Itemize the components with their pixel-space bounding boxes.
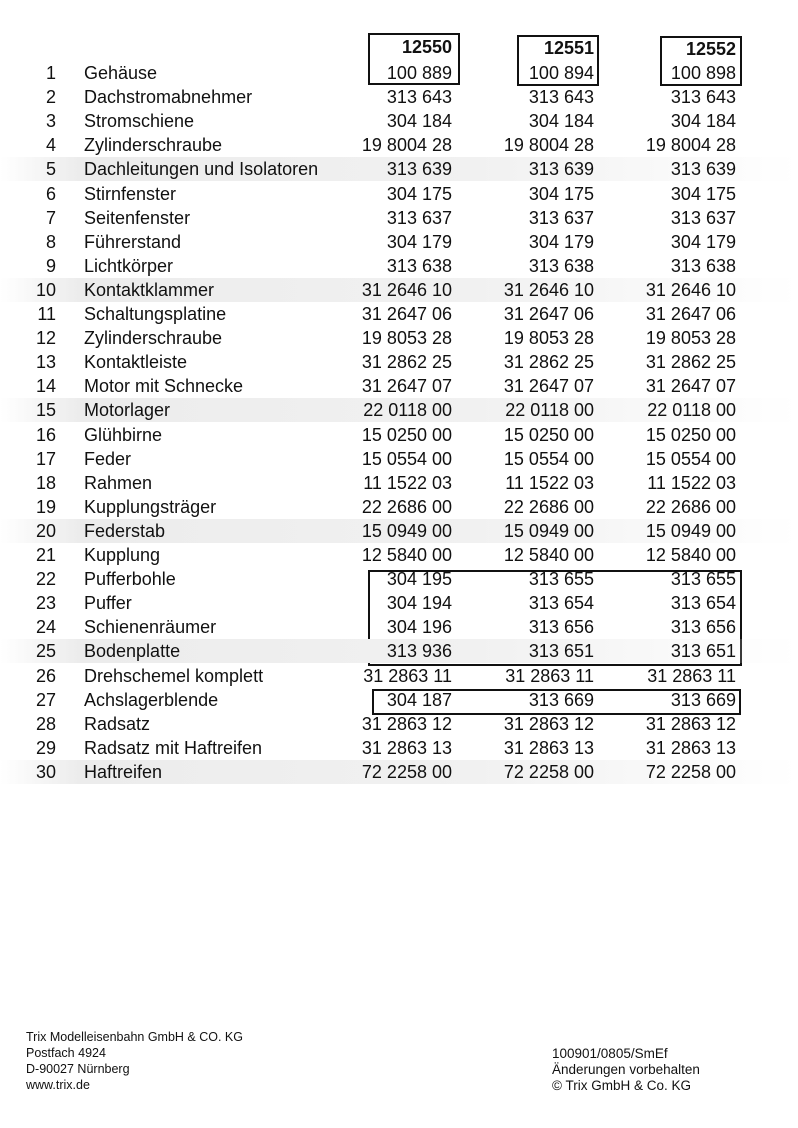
table-row <box>0 736 798 760</box>
part-number: 16 <box>35 424 56 445</box>
part-number: 29 <box>35 737 56 758</box>
article-number-12550: 304 196 <box>386 617 452 638</box>
article-number-12550: 31 2863 13 <box>361 737 452 758</box>
part-name: Stromschiene <box>84 111 195 132</box>
article-number-12551: 313 654 <box>528 593 594 614</box>
part-number: 27 <box>35 689 56 710</box>
part-number: 13 <box>35 352 56 373</box>
article-number-12550: 31 2862 25 <box>361 352 452 373</box>
article-number-12552: 31 2862 25 <box>645 352 736 373</box>
part-name: Feder <box>84 448 132 469</box>
part-number: 24 <box>35 617 56 638</box>
footer-city: D-90027 Nürnberg <box>26 1062 130 1076</box>
article-number-12550: 313 637 <box>386 207 452 228</box>
table-row <box>0 688 798 712</box>
table-row <box>0 495 798 519</box>
article-number-12551: 304 179 <box>528 231 594 252</box>
article-number-12550: 304 179 <box>386 231 452 252</box>
table-row <box>0 85 798 109</box>
part-number: 7 <box>45 207 56 228</box>
article-number-12551: 15 0250 00 <box>503 424 594 445</box>
article-number-12550: 304 195 <box>386 569 452 590</box>
article-number-12552: 313 651 <box>670 641 736 662</box>
part-name: Zylinderschraube <box>84 328 223 349</box>
part-number: 28 <box>35 713 56 734</box>
article-number-12552: 313 639 <box>670 159 736 180</box>
article-number-12552: 313 637 <box>670 207 736 228</box>
article-number-12550: 19 8004 28 <box>361 135 452 156</box>
article-number-12550: 31 2863 12 <box>361 713 452 734</box>
article-number-12550: 304 175 <box>386 183 452 204</box>
table-row <box>0 664 798 688</box>
article-number-12552: 304 175 <box>670 183 736 204</box>
part-name: Achslagerblende <box>84 689 219 710</box>
article-number-12552: 15 0250 00 <box>645 424 736 445</box>
part-number: 1 <box>45 63 56 83</box>
article-number-12552: 22 0118 00 <box>647 400 736 421</box>
article-number-12552: 72 2258 00 <box>645 761 736 782</box>
table-row <box>0 447 798 471</box>
part-name: Motorlager <box>84 400 171 421</box>
article-number-12550: 304 184 <box>386 111 452 132</box>
article-number-12552: 313 669 <box>670 689 736 710</box>
footer-company: Trix Modelleisenbahn GmbH & CO. KG <box>26 1030 243 1044</box>
article-number-12550: 100 889 <box>386 63 452 83</box>
article-number-12552: 313 655 <box>670 569 736 590</box>
article-number-12551: 31 2646 10 <box>503 279 594 300</box>
part-name: Motor mit Schnecke <box>84 376 244 397</box>
part-number: 22 <box>35 569 56 590</box>
part-number: 4 <box>45 135 56 156</box>
article-number-12551: 22 0118 00 <box>505 400 594 421</box>
part-name: Zylinderschraube <box>84 135 223 156</box>
column-header-12550: 12550 <box>401 37 452 57</box>
article-number-12551: 19 8053 28 <box>503 328 594 349</box>
part-name: Kupplung <box>84 545 161 565</box>
part-number: 3 <box>45 111 56 132</box>
article-number-12551: 304 184 <box>528 111 594 132</box>
part-name: Seitenfenster <box>84 207 191 228</box>
article-number-12552: 313 638 <box>670 255 736 276</box>
table-row <box>0 302 798 326</box>
article-number-12550: 31 2863 11 <box>363 665 452 686</box>
table-row <box>0 278 798 302</box>
article-number-12551: 11 1522 03 <box>505 472 594 493</box>
part-name: Kupplungsträger <box>84 496 217 517</box>
article-number-12552: 12 5840 00 <box>645 545 736 565</box>
article-number-12550: 19 8053 28 <box>361 328 452 349</box>
footer-doc-number: 100901/0805/SmEf <box>552 1046 668 1061</box>
part-name: Pufferbohle <box>84 569 176 590</box>
part-number: 6 <box>45 183 56 204</box>
table-row <box>0 712 798 736</box>
part-name: Radsatz mit Haftreifen <box>84 737 263 758</box>
part-name: Kontaktklammer <box>84 279 215 300</box>
article-number-12550: 304 187 <box>386 689 452 710</box>
article-number-12552: 31 2646 10 <box>645 279 736 300</box>
article-number-12552: 11 1522 03 <box>647 472 736 493</box>
table-row <box>0 157 798 181</box>
article-number-12551: 100 894 <box>528 63 594 83</box>
article-number-12550: 12 5840 00 <box>361 545 452 565</box>
article-number-12552: 313 656 <box>670 617 736 638</box>
part-number: 2 <box>45 87 56 108</box>
footer-postbox: Postfach 4924 <box>26 1046 106 1060</box>
part-number: 11 <box>37 304 56 324</box>
article-number-12551: 12 5840 00 <box>503 545 594 565</box>
article-number-12551: 313 655 <box>528 569 594 590</box>
table-row <box>0 615 798 639</box>
part-number: 10 <box>35 279 56 300</box>
article-number-12550: 11 1522 03 <box>363 472 452 493</box>
article-number-12551: 313 638 <box>528 255 594 276</box>
footer-copyright: © Trix GmbH & Co. KG <box>552 1078 691 1093</box>
part-number: 30 <box>35 761 56 782</box>
article-number-12551: 313 656 <box>528 617 594 638</box>
article-number-12552: 304 184 <box>670 111 736 132</box>
article-number-12552: 22 2686 00 <box>645 496 736 517</box>
article-number-12550: 313 643 <box>386 87 452 108</box>
table-row <box>0 398 798 422</box>
article-number-12552: 31 2863 13 <box>645 737 736 758</box>
part-number: 17 <box>35 448 56 469</box>
table-row <box>0 760 798 784</box>
table-row <box>0 230 798 254</box>
table-row <box>0 350 798 374</box>
table-row <box>0 519 798 543</box>
table-row <box>0 206 798 230</box>
footer-document-info <box>552 1046 700 1094</box>
part-name: Stirnfenster <box>84 183 177 204</box>
part-name: Lichtkörper <box>84 255 174 276</box>
part-number: 26 <box>35 665 56 686</box>
table-row <box>0 567 798 591</box>
article-number-12552: 304 179 <box>670 231 736 252</box>
table-row <box>0 591 798 615</box>
article-number-12550: 15 0949 00 <box>361 520 452 541</box>
footer-website: www.trix.de <box>26 1078 90 1092</box>
article-number-12552: 31 2863 11 <box>647 665 736 686</box>
part-name: Kontaktleiste <box>84 352 188 373</box>
article-number-12551: 22 2686 00 <box>503 496 594 517</box>
article-number-12551: 31 2647 06 <box>503 304 594 324</box>
part-number: 15 <box>35 400 56 421</box>
part-name: Drehschemel komplett <box>84 665 264 686</box>
part-number: 5 <box>45 159 56 180</box>
part-name: Schienenräumer <box>84 617 217 638</box>
table-row <box>0 133 798 157</box>
article-number-12551: 313 637 <box>528 207 594 228</box>
part-name: Schaltungsplatine <box>84 304 227 324</box>
table-row <box>0 109 798 133</box>
part-number: 23 <box>35 593 56 614</box>
part-number: 14 <box>35 376 56 397</box>
table-row <box>0 543 798 567</box>
article-number-12551: 313 643 <box>528 87 594 108</box>
part-number: 19 <box>35 496 56 517</box>
article-number-12552: 313 643 <box>670 87 736 108</box>
table-row <box>0 254 798 278</box>
part-number: 25 <box>35 641 56 662</box>
article-number-12551: 19 8004 28 <box>503 135 594 156</box>
part-number: 20 <box>35 520 56 541</box>
article-number-12550: 304 194 <box>386 593 452 614</box>
article-number-12552: 100 898 <box>670 63 736 83</box>
column-header-12552: 12552 <box>685 39 736 59</box>
article-number-12550: 72 2258 00 <box>361 761 452 782</box>
article-number-12551: 313 639 <box>528 159 594 180</box>
part-name: Haftreifen <box>84 761 163 782</box>
article-number-12552: 31 2647 06 <box>645 304 736 324</box>
article-number-12550: 313 638 <box>386 255 452 276</box>
article-number-12550: 22 0118 00 <box>363 400 452 421</box>
article-number-12550: 15 0554 00 <box>361 448 452 469</box>
part-number: 8 <box>45 231 56 252</box>
table-row <box>0 182 798 206</box>
part-name: Führerstand <box>84 231 182 252</box>
table-row <box>0 639 798 663</box>
article-number-12551: 31 2647 07 <box>503 376 594 397</box>
article-number-12552: 31 2647 07 <box>645 376 736 397</box>
article-number-12552: 31 2863 12 <box>645 713 736 734</box>
article-number-12550: 31 2646 10 <box>361 279 452 300</box>
article-number-12550: 15 0250 00 <box>361 424 452 445</box>
part-name: Dachleitungen und Isolatoren <box>84 159 319 180</box>
article-number-12551: 313 669 <box>528 689 594 710</box>
footer-changes-notice: Änderungen vorbehalten <box>552 1062 700 1077</box>
article-number-12551: 304 175 <box>528 183 594 204</box>
footer-company-address <box>26 1029 243 1093</box>
article-number-12552: 19 8004 28 <box>645 135 736 156</box>
article-number-12552: 19 8053 28 <box>645 328 736 349</box>
article-number-12552: 313 654 <box>670 593 736 614</box>
article-number-12552: 15 0949 00 <box>645 520 736 541</box>
part-name: Dachstromabnehmer <box>84 87 253 108</box>
part-number: 12 <box>35 328 56 349</box>
article-number-12551: 31 2863 11 <box>505 665 594 686</box>
part-name: Rahmen <box>84 472 153 493</box>
part-name: Glühbirne <box>84 424 163 445</box>
article-number-12551: 313 651 <box>528 641 594 662</box>
table-row <box>0 374 798 398</box>
article-number-12550: 313 639 <box>386 159 452 180</box>
table-row <box>0 326 798 350</box>
article-number-12551: 31 2863 12 <box>503 713 594 734</box>
part-name: Puffer <box>84 593 132 614</box>
part-number: 18 <box>35 472 56 493</box>
article-number-12551: 72 2258 00 <box>503 761 594 782</box>
article-number-12550: 22 2686 00 <box>361 496 452 517</box>
table-row <box>0 423 798 447</box>
article-number-12550: 31 2647 06 <box>361 304 452 324</box>
part-number: 21 <box>35 545 56 565</box>
part-number: 9 <box>45 255 56 276</box>
part-name: Federstab <box>84 520 166 541</box>
part-name: Bodenplatte <box>84 641 181 662</box>
table-row <box>0 61 798 85</box>
article-number-12550: 31 2647 07 <box>361 376 452 397</box>
part-name: Gehäuse <box>84 63 158 83</box>
column-header-12551: 12551 <box>543 38 594 58</box>
article-number-12550: 313 936 <box>386 641 452 662</box>
article-number-12552: 15 0554 00 <box>645 448 736 469</box>
table-row <box>0 471 798 495</box>
article-number-12551: 15 0554 00 <box>503 448 594 469</box>
article-number-12551: 15 0949 00 <box>503 520 594 541</box>
part-name: Radsatz <box>84 713 151 734</box>
article-number-12551: 31 2862 25 <box>503 352 594 373</box>
article-number-12551: 31 2863 13 <box>503 737 594 758</box>
